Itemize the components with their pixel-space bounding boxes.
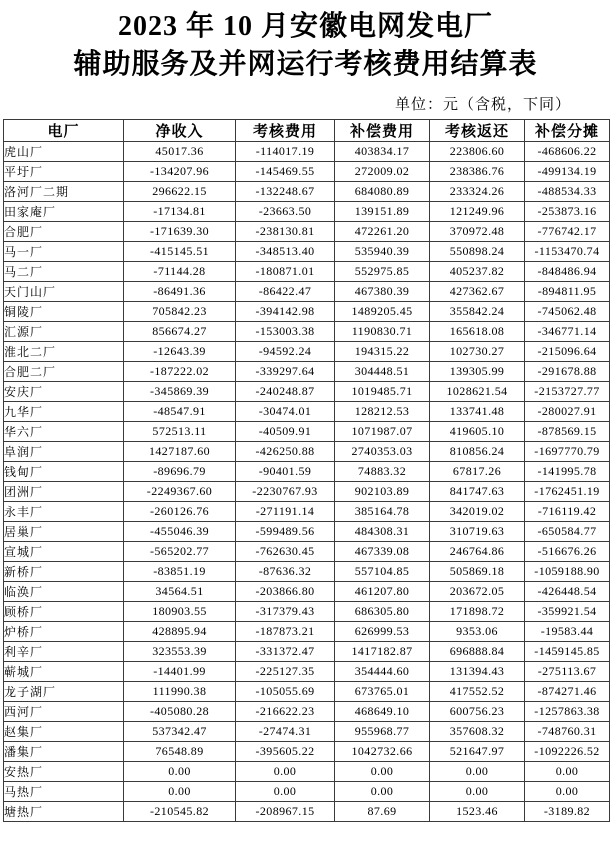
header-row xyxy=(4,120,610,142)
value-cell: -2153727.77 xyxy=(525,382,610,402)
value-cell: -153003.38 xyxy=(236,322,335,342)
plant-name-cell: 龙子湖厂 xyxy=(4,682,124,702)
document-title-line2: 辅助服务及并网运行考核费用结算表 xyxy=(73,49,538,80)
table-row xyxy=(4,362,610,382)
value-cell: -132248.67 xyxy=(236,182,335,202)
value-cell: 468649.10 xyxy=(335,702,430,722)
value-cell: 272009.02 xyxy=(335,162,430,182)
value-cell: -878569.15 xyxy=(525,422,610,442)
table-row xyxy=(4,282,610,302)
plant-name-cell: 西河厂 xyxy=(4,702,124,722)
value-cell: 0.00 xyxy=(124,762,236,782)
value-cell: -17134.81 xyxy=(124,202,236,222)
value-cell: -346771.14 xyxy=(525,322,610,342)
value-cell: 304448.51 xyxy=(335,362,430,382)
value-cell: 626999.53 xyxy=(335,622,430,642)
table-row xyxy=(4,242,610,262)
value-cell: -253873.16 xyxy=(525,202,610,222)
value-cell: -48547.91 xyxy=(124,402,236,422)
value-cell: -134207.96 xyxy=(124,162,236,182)
value-cell: -86422.47 xyxy=(236,282,335,302)
value-cell: -216622.23 xyxy=(236,702,335,722)
plant-name-cell: 平圩厂 xyxy=(4,162,124,182)
table-row xyxy=(4,482,610,502)
value-cell: -2230767.93 xyxy=(236,482,335,502)
value-cell: -210545.82 xyxy=(124,802,236,822)
plant-name-cell: 九华厂 xyxy=(4,402,124,422)
value-cell: 0.00 xyxy=(335,762,430,782)
value-cell: -339297.64 xyxy=(236,362,335,382)
table-row xyxy=(4,322,610,342)
value-cell: 296622.15 xyxy=(124,182,236,202)
value-cell: 0.00 xyxy=(525,782,610,802)
value-cell: 467380.39 xyxy=(335,282,430,302)
plant-name-cell: 利辛厂 xyxy=(4,642,124,662)
table-row xyxy=(4,622,610,642)
value-cell: 417552.52 xyxy=(430,682,525,702)
plant-name-cell: 铜陵厂 xyxy=(4,302,124,322)
table-row xyxy=(4,382,610,402)
table-row xyxy=(4,682,610,702)
value-cell: -762630.45 xyxy=(236,542,335,562)
plant-name-cell: 华六厂 xyxy=(4,422,124,442)
value-cell: 223806.60 xyxy=(430,142,525,162)
value-cell: -238130.81 xyxy=(236,222,335,242)
value-cell: -1762451.19 xyxy=(525,482,610,502)
value-cell: 87.69 xyxy=(335,802,430,822)
value-cell: -271191.14 xyxy=(236,502,335,522)
value-cell: 342019.02 xyxy=(430,502,525,522)
value-cell: 67817.26 xyxy=(430,462,525,482)
value-cell: 505869.18 xyxy=(430,562,525,582)
value-cell: -87636.32 xyxy=(236,562,335,582)
value-cell: 696888.84 xyxy=(430,642,525,662)
value-cell: 810856.24 xyxy=(430,442,525,462)
value-cell: 323553.39 xyxy=(124,642,236,662)
table-row xyxy=(4,182,610,202)
value-cell: 203672.05 xyxy=(430,582,525,602)
value-cell: 385164.78 xyxy=(335,502,430,522)
value-cell: -240248.87 xyxy=(236,382,335,402)
plant-name-cell: 马热厂 xyxy=(4,782,124,802)
plant-name-cell: 马二厂 xyxy=(4,262,124,282)
value-cell: -187222.02 xyxy=(124,362,236,382)
table-row xyxy=(4,302,610,322)
value-cell: 484308.31 xyxy=(335,522,430,542)
value-cell: 34564.51 xyxy=(124,582,236,602)
value-cell: -565202.77 xyxy=(124,542,236,562)
table-row xyxy=(4,722,610,742)
value-cell: 955968.77 xyxy=(335,722,430,742)
value-cell: 428895.94 xyxy=(124,622,236,642)
value-cell: -114017.19 xyxy=(236,142,335,162)
value-cell: -291678.88 xyxy=(525,362,610,382)
value-cell: 1523.46 xyxy=(430,802,525,822)
value-cell: 355842.24 xyxy=(430,302,525,322)
value-cell: 180903.55 xyxy=(124,602,236,622)
value-cell: -30474.01 xyxy=(236,402,335,422)
value-cell: 902103.89 xyxy=(335,482,430,502)
value-cell: -1459145.85 xyxy=(525,642,610,662)
value-cell: -180871.01 xyxy=(236,262,335,282)
value-cell: -12643.39 xyxy=(124,342,236,362)
plant-name-cell: 合肥厂 xyxy=(4,222,124,242)
value-cell: 171898.72 xyxy=(430,602,525,622)
value-cell: -3189.82 xyxy=(525,802,610,822)
value-cell: 0.00 xyxy=(335,782,430,802)
value-cell: -1092226.52 xyxy=(525,742,610,762)
value-cell: -359921.54 xyxy=(525,602,610,622)
table-row xyxy=(4,422,610,442)
plant-name-cell: 汇源厂 xyxy=(4,322,124,342)
value-cell: 354444.60 xyxy=(335,662,430,682)
value-cell: 856674.27 xyxy=(124,322,236,342)
value-cell: -1059188.90 xyxy=(525,562,610,582)
value-cell: -776742.17 xyxy=(525,222,610,242)
value-cell: 537342.47 xyxy=(124,722,236,742)
value-cell: -395605.22 xyxy=(236,742,335,762)
table-row xyxy=(4,462,610,482)
column-header-0: 电厂 xyxy=(4,120,124,142)
settlement-table xyxy=(3,119,610,822)
table-row xyxy=(4,762,610,782)
value-cell: 557104.85 xyxy=(335,562,430,582)
plant-name-cell: 蕲城厂 xyxy=(4,662,124,682)
table-row xyxy=(4,402,610,422)
document-title-line1: 2023 年 10 月安徽电网发电厂 xyxy=(117,11,493,42)
column-header-4: 考核返还 xyxy=(430,120,525,142)
value-cell: -455046.39 xyxy=(124,522,236,542)
value-cell: 45017.36 xyxy=(124,142,236,162)
plant-name-cell: 宣城厂 xyxy=(4,542,124,562)
value-cell: 427362.67 xyxy=(430,282,525,302)
table-body xyxy=(4,142,610,822)
value-cell: -488534.33 xyxy=(525,182,610,202)
value-cell: -1697770.79 xyxy=(525,442,610,462)
value-cell: 233324.26 xyxy=(430,182,525,202)
value-cell: -748760.31 xyxy=(525,722,610,742)
value-cell: 76548.89 xyxy=(124,742,236,762)
value-cell: -345869.39 xyxy=(124,382,236,402)
table-row xyxy=(4,262,610,282)
value-cell: -275113.67 xyxy=(525,662,610,682)
value-cell: -203866.80 xyxy=(236,582,335,602)
value-cell: -394142.98 xyxy=(236,302,335,322)
plant-name-cell: 虎山厂 xyxy=(4,142,124,162)
table-row xyxy=(4,442,610,462)
column-header-2: 考核费用 xyxy=(236,120,335,142)
plant-name-cell: 顾桥厂 xyxy=(4,602,124,622)
value-cell: -225127.35 xyxy=(236,662,335,682)
value-cell: 165618.08 xyxy=(430,322,525,342)
value-cell: -874271.46 xyxy=(525,682,610,702)
plant-name-cell: 马一厂 xyxy=(4,242,124,262)
value-cell: -215096.64 xyxy=(525,342,610,362)
value-cell: 0.00 xyxy=(236,762,335,782)
plant-name-cell: 居巢厂 xyxy=(4,522,124,542)
value-cell: 2740353.03 xyxy=(335,442,430,462)
value-cell: -145469.55 xyxy=(236,162,335,182)
value-cell: -745062.48 xyxy=(525,302,610,322)
plant-name-cell: 新桥厂 xyxy=(4,562,124,582)
value-cell: -208967.15 xyxy=(236,802,335,822)
value-cell: -71144.28 xyxy=(124,262,236,282)
value-cell: 1042732.66 xyxy=(335,742,430,762)
value-cell: 357608.32 xyxy=(430,722,525,742)
value-cell: -894811.95 xyxy=(525,282,610,302)
plant-name-cell: 塘热厂 xyxy=(4,802,124,822)
document-title xyxy=(0,0,611,84)
value-cell: 102730.27 xyxy=(430,342,525,362)
plant-name-cell: 赵集厂 xyxy=(4,722,124,742)
value-cell: -1153470.74 xyxy=(525,242,610,262)
plant-name-cell: 合肥二厂 xyxy=(4,362,124,382)
table-row xyxy=(4,342,610,362)
value-cell: -260126.76 xyxy=(124,502,236,522)
value-cell: 131394.43 xyxy=(430,662,525,682)
value-cell: 0.00 xyxy=(525,762,610,782)
value-cell: 405237.82 xyxy=(430,262,525,282)
value-cell: 0.00 xyxy=(430,762,525,782)
value-cell: -141995.78 xyxy=(525,462,610,482)
value-cell: 1019485.71 xyxy=(335,382,430,402)
value-cell: -468606.22 xyxy=(525,142,610,162)
value-cell: 74883.32 xyxy=(335,462,430,482)
value-cell: 111990.38 xyxy=(124,682,236,702)
table-row xyxy=(4,522,610,542)
value-cell: 673765.01 xyxy=(335,682,430,702)
table-row xyxy=(4,642,610,662)
plant-name-cell: 团洲厂 xyxy=(4,482,124,502)
value-cell: 1417182.87 xyxy=(335,642,430,662)
table-row xyxy=(4,742,610,762)
plant-name-cell: 淮北二厂 xyxy=(4,342,124,362)
value-cell: -650584.77 xyxy=(525,522,610,542)
value-cell: -405080.28 xyxy=(124,702,236,722)
value-cell: -415145.51 xyxy=(124,242,236,262)
value-cell: 686305.80 xyxy=(335,602,430,622)
value-cell: 1190830.71 xyxy=(335,322,430,342)
value-cell: 572513.11 xyxy=(124,422,236,442)
plant-name-cell: 安庆厂 xyxy=(4,382,124,402)
value-cell: 467339.08 xyxy=(335,542,430,562)
value-cell: 552975.85 xyxy=(335,262,430,282)
value-cell: 139151.89 xyxy=(335,202,430,222)
table-row xyxy=(4,782,610,802)
value-cell: -426250.88 xyxy=(236,442,335,462)
plant-name-cell: 炉桥厂 xyxy=(4,622,124,642)
value-cell: 1427187.60 xyxy=(124,442,236,462)
value-cell: 535940.39 xyxy=(335,242,430,262)
value-cell: 841747.63 xyxy=(430,482,525,502)
value-cell: 600756.23 xyxy=(430,702,525,722)
value-cell: 1071987.07 xyxy=(335,422,430,442)
value-cell: -27474.31 xyxy=(236,722,335,742)
table-row xyxy=(4,142,610,162)
value-cell: 705842.23 xyxy=(124,302,236,322)
value-cell: 0.00 xyxy=(236,782,335,802)
value-cell: 0.00 xyxy=(430,782,525,802)
value-cell: -331372.47 xyxy=(236,642,335,662)
table-row xyxy=(4,162,610,182)
unit-note: 单位：元（含税，下同） xyxy=(394,97,571,113)
value-cell: -89696.79 xyxy=(124,462,236,482)
value-cell: -90401.59 xyxy=(236,462,335,482)
plant-name-cell: 天门山厂 xyxy=(4,282,124,302)
value-cell: 684080.89 xyxy=(335,182,430,202)
value-cell: -40509.91 xyxy=(236,422,335,442)
value-cell: 133741.48 xyxy=(430,402,525,422)
value-cell: -516676.26 xyxy=(525,542,610,562)
value-cell: 194315.22 xyxy=(335,342,430,362)
table-row xyxy=(4,542,610,562)
plant-name-cell: 安热厂 xyxy=(4,762,124,782)
table-row xyxy=(4,582,610,602)
plant-name-cell: 阜润厂 xyxy=(4,442,124,462)
value-cell: -716119.42 xyxy=(525,502,610,522)
value-cell: 403834.17 xyxy=(335,142,430,162)
value-cell: -317379.43 xyxy=(236,602,335,622)
value-cell: 139305.99 xyxy=(430,362,525,382)
value-cell: 461207.80 xyxy=(335,582,430,602)
plant-name-cell: 钱甸厂 xyxy=(4,462,124,482)
value-cell: -848486.94 xyxy=(525,262,610,282)
value-cell: -348513.40 xyxy=(236,242,335,262)
value-cell: -19583.44 xyxy=(525,622,610,642)
value-cell: -426448.54 xyxy=(525,582,610,602)
table-row xyxy=(4,702,610,722)
value-cell: -14401.99 xyxy=(124,662,236,682)
table-row xyxy=(4,602,610,622)
column-header-5: 补偿分摊 xyxy=(525,120,610,142)
value-cell: -105055.69 xyxy=(236,682,335,702)
table-row xyxy=(4,562,610,582)
table-row xyxy=(4,222,610,242)
value-cell: -86491.36 xyxy=(124,282,236,302)
value-cell: 246764.86 xyxy=(430,542,525,562)
value-cell: 1489205.45 xyxy=(335,302,430,322)
value-cell: 521647.97 xyxy=(430,742,525,762)
value-cell: 550898.24 xyxy=(430,242,525,262)
value-cell: -1257863.38 xyxy=(525,702,610,722)
value-cell: 472261.20 xyxy=(335,222,430,242)
plant-name-cell: 永丰厂 xyxy=(4,502,124,522)
plant-name-cell: 田家庵厂 xyxy=(4,202,124,222)
table-header xyxy=(4,120,610,142)
plant-name-cell: 潘集厂 xyxy=(4,742,124,762)
value-cell: 310719.63 xyxy=(430,522,525,542)
value-cell: 121249.96 xyxy=(430,202,525,222)
plant-name-cell: 临涣厂 xyxy=(4,582,124,602)
plant-name-cell: 洛河厂二期 xyxy=(4,182,124,202)
value-cell: -83851.19 xyxy=(124,562,236,582)
value-cell: 238386.76 xyxy=(430,162,525,182)
column-header-1: 净收入 xyxy=(124,120,236,142)
table-row xyxy=(4,502,610,522)
value-cell: -94592.24 xyxy=(236,342,335,362)
value-cell: -23663.50 xyxy=(236,202,335,222)
value-cell: 370972.48 xyxy=(430,222,525,242)
value-cell: 419605.10 xyxy=(430,422,525,442)
table-row xyxy=(4,662,610,682)
value-cell: -171639.30 xyxy=(124,222,236,242)
value-cell: -280027.91 xyxy=(525,402,610,422)
table-row xyxy=(4,802,610,822)
value-cell: 0.00 xyxy=(124,782,236,802)
value-cell: -499134.19 xyxy=(525,162,610,182)
table-row xyxy=(4,202,610,222)
value-cell: -187873.21 xyxy=(236,622,335,642)
value-cell: -599489.56 xyxy=(236,522,335,542)
value-cell: 9353.06 xyxy=(430,622,525,642)
value-cell: 128212.53 xyxy=(335,402,430,422)
value-cell: -2249367.60 xyxy=(124,482,236,502)
value-cell: 1028621.54 xyxy=(430,382,525,402)
column-header-3: 补偿费用 xyxy=(335,120,430,142)
